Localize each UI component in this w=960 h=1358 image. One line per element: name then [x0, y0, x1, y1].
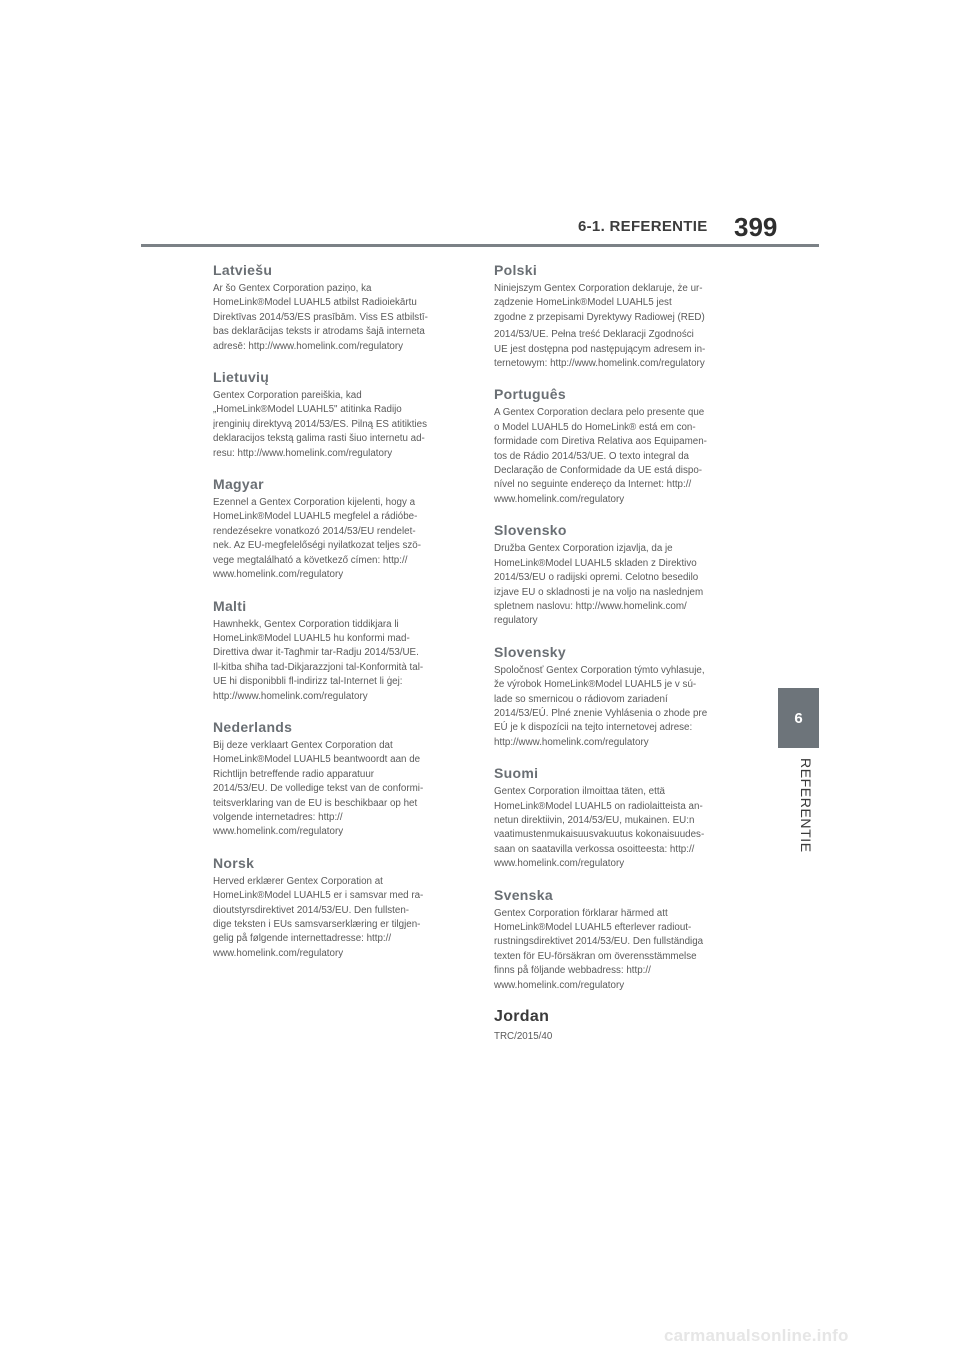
section-svenska	[494, 887, 749, 993]
page-number: 399	[734, 212, 778, 242]
section-heading: Polski	[494, 262, 538, 278]
chapter-number: 6	[794, 709, 803, 727]
section-body: Niniejszym Gentex Corporation deklaruje, że ur- ządzenie HomeLink®Model LUAHL5 jest zgodne z przepisami Dyrektywy Radiowej (RED)	[494, 283, 705, 323]
section-slovensky	[494, 644, 749, 750]
section-malti	[213, 598, 468, 704]
section-polski	[494, 262, 749, 371]
section-body: Gentex Corporation förklarar härmed att HomeLink®Model LUAHL5 efterlever radiout- rustningsdirektivet 2014/53/EU. Den fullständiga texten för EU-försäkran om överensstämmelse finns på följande webbadress: http:// www.homelink.com/regulatory	[494, 907, 704, 991]
section-heading: Português	[494, 386, 566, 403]
section-body: Gentex Corporation pareiškia, kad „HomeLink®Model LUAHL5" atitinka Radijo įrenginių direktyvą 2014/53/ES. Pilną ES atitikties deklaracijos tekstą galima rasti šiuo internetu ad- resu: http://www.homelink.com/regulatory	[213, 390, 428, 459]
section-heading: Norsk	[213, 854, 255, 871]
section-heading: Malti	[213, 597, 247, 614]
header-divider	[141, 244, 819, 247]
section-heading: Jordan	[494, 1008, 550, 1026]
section-heading: Svenska	[494, 886, 553, 903]
section-lietuviu	[213, 369, 468, 461]
section-heading: Magyar	[213, 476, 264, 493]
section-body: A Gentex Corporation declara pelo presente que o Model LUAHL5 do HomeLink® está em con- formidade com Diretiva Relativa aos Equipamen- tos de Rádio 2014/53/UE. O texto integral da Declaração de Conformidade da UE está dispo- nível no seguinte endereço da Internet: http:// www.homelink.com/regulatory	[494, 407, 707, 505]
section-heading: Suomi	[494, 765, 539, 782]
section-heading: Slovensky	[494, 643, 566, 660]
section-slovensko	[494, 522, 749, 628]
chapter-tab	[778, 688, 819, 748]
section-body: Spoločnosť Gentex Corporation týmto vyhlasuje, že výrobok HomeLink®Model LUAHL5 je v sú- lade so smernicou o rádiovom zariadení 2014/53/EÚ. Plné znenie Vyhlásenia o zhode pre EÚ je k dispozícii na tejto internetovej adrese: http://www.homelink.com/regulatory	[494, 664, 708, 748]
section-portugues	[494, 386, 749, 507]
section-body: Hawnhekk, Gentex Corporation tiddikjara li HomeLink®Model LUAHL5 hu konformi mad- Direttiva dwar it-Tagħmir tar-Radju 2014/53/UE. Il-kitba sħiħa tad-Dikjarazzjoni tal-Konformità tal- UE hi disponibbli fl-indirizz tal-Internet li ġej: http://www.homelink.com/regulatory	[213, 618, 424, 702]
right-column	[494, 262, 749, 1059]
section-magyar	[213, 476, 468, 582]
section-body: Ezennel a Gentex Corporation kijelenti, hogy a HomeLink®Model LUAHL5 megfelel a rádióbe- rendezésekre vonatkozó 2014/53/EU rendelet- nek. Az EU-megfelelőségi nyilatkozat teljes szö- vege megtalálható a következő címen: http:// www.homelink.com/regulatory	[213, 497, 422, 581]
watermark-text: carmanualsonline.info	[664, 1326, 849, 1345]
section-nederlands	[213, 719, 468, 840]
section-body: Herved erklærer Gentex Corporation at HomeLink®Model LUAHL5 er i samsvar med ra- dioutstyrsdirektivet 2014/53/EU. Den fullsten- dige teksten i EUs samsvarserklæring er tilgjen- gelig på følgende internettadresse: http:// www.homelink.com/regulatory	[213, 875, 424, 959]
left-column	[213, 262, 468, 976]
section-body: Družba Gentex Corporation izjavlja, da je HomeLink®Model LUAHL5 skladen z Direktivo 2014/53/EU o radijski opremi. Celotno besedilo izjave EU o skladnosti je na voljo na naslednjem spletnem naslovu: http://www.homelink.com/ regulatory	[494, 543, 704, 627]
section-heading: Slovensko	[494, 522, 567, 539]
section-jordan	[494, 1008, 749, 1044]
section-body: Gentex Corporation ilmoittaa täten, että HomeLink®Model LUAHL5 on radiolaitteista an- netun direktiivin, 2014/53/EU, mukainen. EU:n vaatimustenmukaisuusvakuutus kokonaisuudes- saan on saatavilla verkossa osoitteesta: http:// www.homelink.com/regulatory	[494, 786, 705, 870]
section-suomi	[494, 765, 749, 871]
section-body: Bij deze verklaart Gentex Corporation dat HomeLink®Model LUAHL5 beantwoordt aan de Richtlijn betreffende radio apparatuur 2014/53/EU. De volledige tekst van de conformi- teitsverklaring van de EU is beschikbaar op het volgende internetadres: http:// www.homelink.com/regulatory	[213, 739, 424, 838]
section-norsk	[213, 855, 468, 961]
section-heading: Nederlands	[213, 718, 293, 735]
chapter-label: REFERENTIE	[798, 758, 814, 853]
section-heading: Latviešu	[213, 262, 273, 278]
section-body: 2014/53/UE. Pełna treść Deklaracji Zgodności UE jest dostępna pod następującym adresem in- ternetowym: http://www.homelink.com/regulatory	[494, 329, 706, 370]
section-title: 6-1. REFERENTIE	[578, 218, 708, 235]
section-body: TRC/2015/40	[494, 1031, 553, 1043]
section-body: Ar šo Gentex Corporation paziņo, ka HomeLink®Model LUAHL5 atbilst Radioiekārtu Direktīvas 2014/53/ES prasībām. Viss ES atbilstī- bas deklarācijas teksts ir atrodams šajā interneta adresē: http://www.homelink.com/regulatory	[213, 283, 428, 352]
section-latviesu	[213, 262, 468, 354]
section-heading: Lietuvių	[213, 369, 270, 386]
